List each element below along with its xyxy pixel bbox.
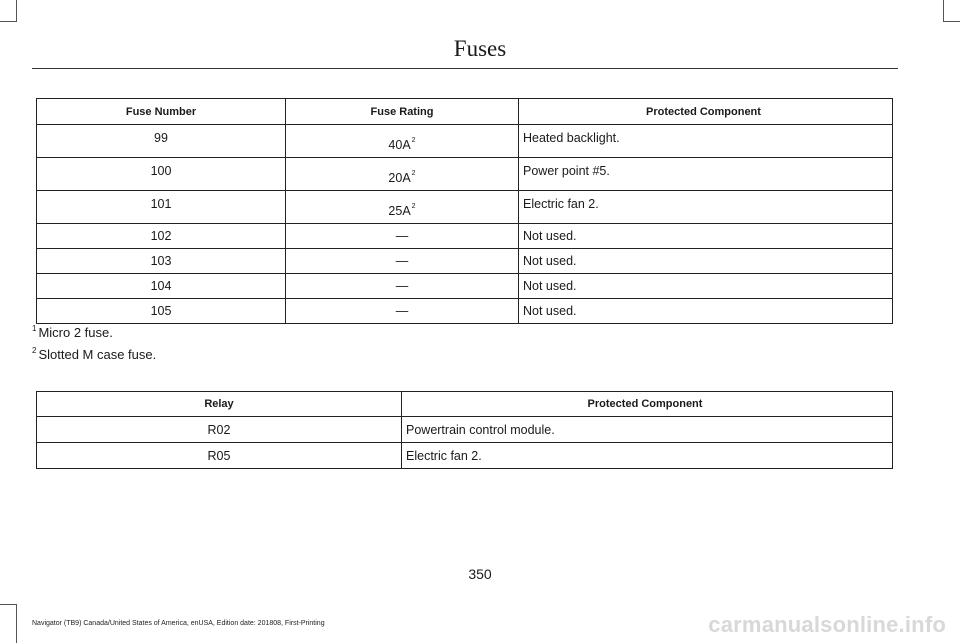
footnote-marker: 2 (411, 203, 416, 210)
table-header-row (37, 392, 893, 417)
fuse-number-cell: 100 (37, 158, 286, 191)
footer-edition-text: Navigator (TB9) Canada/United States of America, enUSA, Edition date: 201808, First-Printing (32, 620, 325, 627)
table-header-row (37, 99, 893, 125)
table-row (37, 443, 893, 469)
footnote-text: Slotted M case fuse. (38, 347, 157, 362)
table-row (37, 191, 893, 224)
column-header-protected-component: Protected Component (402, 392, 893, 417)
relay-cell: R05 (37, 443, 402, 469)
crop-mark (0, 604, 17, 605)
footnote-text: Micro 2 fuse. (38, 325, 113, 340)
table-row (37, 125, 893, 158)
footnote-marker: 2 (411, 170, 416, 177)
crop-mark (16, 0, 17, 22)
protected-component-cell: Heated backlight. (519, 125, 893, 158)
fuse-table (36, 98, 893, 324)
fuse-rating-value: 25A (388, 204, 411, 218)
protected-component-cell: Not used. (519, 224, 893, 249)
table-row (37, 249, 893, 274)
footnote-mark: 2 (32, 346, 37, 355)
crop-mark (943, 21, 960, 22)
fuse-rating-value: 40A (388, 138, 411, 152)
fuse-number-cell: 102 (37, 224, 286, 249)
fuse-number-cell: 99 (37, 125, 286, 158)
page-title: Fuses (453, 36, 507, 61)
table-row (37, 158, 893, 191)
protected-component-cell: Electric fan 2. (519, 191, 893, 224)
protected-component-cell: Not used. (519, 299, 893, 324)
footnote (32, 346, 156, 362)
fuse-rating-value: 20A (388, 171, 411, 185)
crop-mark (0, 21, 17, 22)
fuse-number-cell: 105 (37, 299, 286, 324)
fuse-number-cell: 101 (37, 191, 286, 224)
relay-table (36, 391, 893, 469)
page-number: 350 (468, 566, 492, 582)
title-divider (32, 68, 898, 69)
footnote (32, 324, 113, 340)
fuse-rating-cell (286, 191, 519, 224)
protected-component-cell: Not used. (519, 249, 893, 274)
crop-mark (943, 0, 944, 22)
column-header-protected-component: Protected Component (519, 99, 893, 125)
fuse-number-cell: 103 (37, 249, 286, 274)
table-row (37, 274, 893, 299)
fuse-rating-cell: — (286, 299, 519, 324)
crop-mark (16, 604, 17, 643)
fuse-rating-cell: — (286, 249, 519, 274)
protected-component-cell: Not used. (519, 274, 893, 299)
footnote-mark: 1 (32, 324, 37, 333)
protected-component-cell: Electric fan 2. (402, 443, 893, 469)
column-header-fuse-number: Fuse Number (37, 99, 286, 125)
relay-cell: R02 (37, 417, 402, 443)
column-header-relay: Relay (37, 392, 402, 417)
protected-component-cell: Power point #5. (519, 158, 893, 191)
column-header-fuse-rating: Fuse Rating (286, 99, 519, 125)
fuse-rating-cell (286, 125, 519, 158)
fuse-rating-cell: — (286, 274, 519, 299)
fuse-rating-cell: — (286, 224, 519, 249)
fuse-number-cell: 104 (37, 274, 286, 299)
table-row (37, 299, 893, 324)
footnote-marker: 2 (411, 137, 416, 144)
protected-component-cell: Powertrain control module. (402, 417, 893, 443)
table-row (37, 224, 893, 249)
fuse-rating-cell (286, 158, 519, 191)
table-row (37, 417, 893, 443)
watermark: carmanualsonline.info (708, 612, 946, 637)
